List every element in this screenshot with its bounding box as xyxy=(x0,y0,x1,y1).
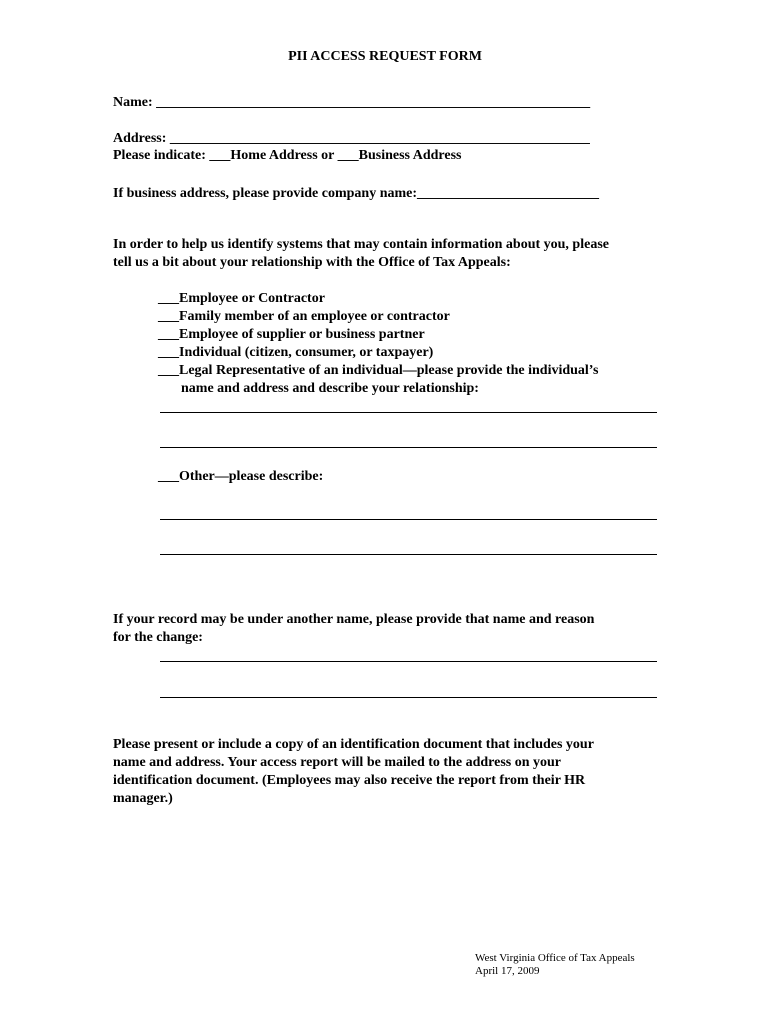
footer-office: West Virginia Office of Tax Appeals xyxy=(475,952,635,964)
legal-rep-answer-line-1[interactable] xyxy=(160,412,657,413)
other-answer-line-2[interactable] xyxy=(160,554,657,555)
company-name-field[interactable]: If business address, please provide company name:__________________________ xyxy=(113,186,600,201)
address-type-indicator[interactable]: Please indicate: ___Home Address or ___Business Address xyxy=(113,148,462,163)
other-name-prompt-line-1: If your record may be under another name, please provide that name and reason xyxy=(113,612,595,627)
identification-note-line-1: Please present or include a copy of an identification document that includes your xyxy=(113,737,594,752)
other-name-prompt-line-2: for the change: xyxy=(113,630,203,645)
identification-note-line-4: manager.) xyxy=(113,791,173,806)
option-other[interactable]: ___Other—please describe: xyxy=(158,469,324,484)
legal-representative-continuation: name and address and describe your relationship: xyxy=(181,381,479,396)
other-name-answer-line-2[interactable] xyxy=(160,697,657,698)
relationship-intro-line-1: In order to help us identify systems that may contain information about you, please xyxy=(113,237,609,252)
form-title: PII ACCESS REQUEST FORM xyxy=(288,49,482,64)
footer-date: April 17, 2009 xyxy=(475,965,540,977)
other-answer-line-1[interactable] xyxy=(160,519,657,520)
legal-rep-answer-line-2[interactable] xyxy=(160,447,657,448)
name-field[interactable]: Name: ______________________________________________________________ xyxy=(113,95,591,110)
address-field[interactable]: Address: ____________________________________________________________ xyxy=(113,131,590,146)
identification-note-line-3: identification document. (Employees may also receive the report from their HR xyxy=(113,773,586,788)
option-legal-representative[interactable]: ___Legal Representative of an individual—please provide the individual’s xyxy=(158,363,599,378)
identification-note-line-2: name and address. Your access report will be mailed to the address on your xyxy=(113,755,562,770)
option-individual[interactable]: ___Individual (citizen, consumer, or taxpayer) xyxy=(158,345,434,360)
option-family-member[interactable]: ___Family member of an employee or contractor xyxy=(158,309,450,324)
option-supplier-employee[interactable]: ___Employee of supplier or business partner xyxy=(158,327,425,342)
option-employee-contractor[interactable]: ___Employee or Contractor xyxy=(158,291,325,306)
other-name-answer-line-1[interactable] xyxy=(160,661,657,662)
relationship-intro-line-2: tell us a bit about your relationship with the Office of Tax Appeals: xyxy=(113,255,511,270)
